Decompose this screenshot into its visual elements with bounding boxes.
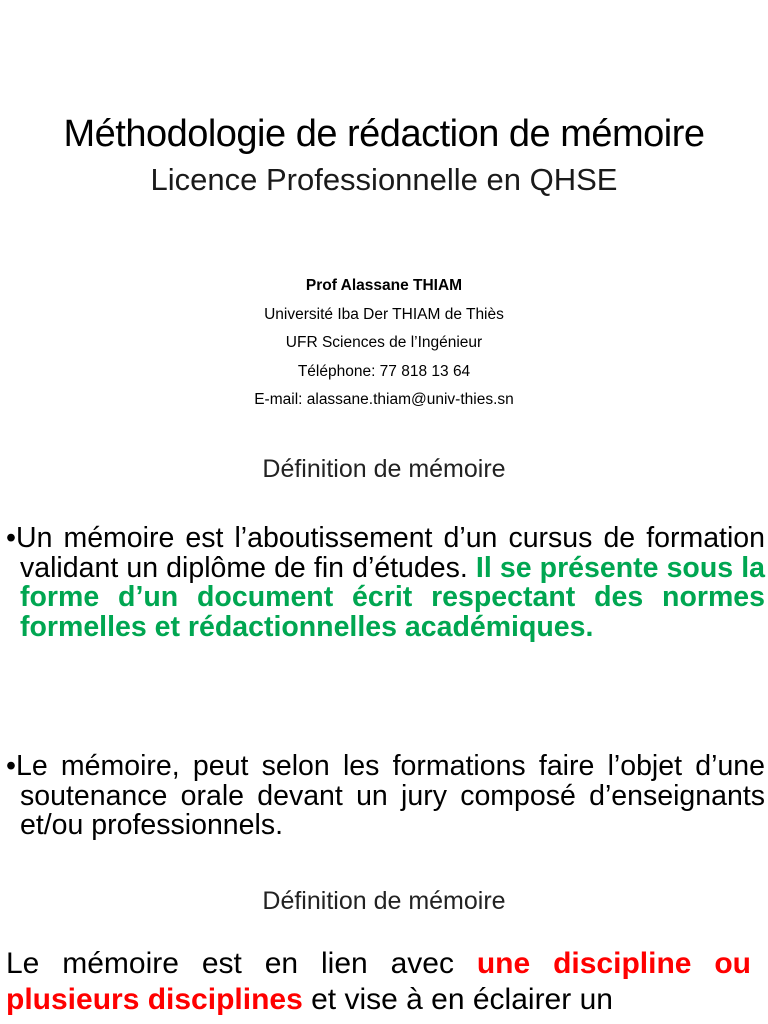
bullet-paragraph-1 (6, 524, 765, 642)
red-highlight-text: une discipline ou plusieurs disciplines (6, 947, 751, 1016)
paragraph-text-end: et vise à en éclairer un (302, 983, 613, 1016)
green-highlight-text: Il se présente sous la forme d’un document écrit respectant des normes formelles et rédactionnelles académiques. (20, 551, 765, 643)
bullet-paragraph-2 (6, 752, 765, 841)
author-department: UFR Sciences de l’Ingénieur (285, 334, 483, 351)
page-title: Méthodologie de rédaction de mémoire (63, 113, 705, 155)
bullet-marker: • (6, 522, 16, 554)
author-university: Université Iba Der THIAM de Thiès (264, 305, 504, 323)
author-phone: Téléphone: 77 818 13 64 (297, 362, 471, 380)
page-subtitle: Licence Professionnelle en QHSE (150, 162, 618, 197)
author-info (0, 272, 768, 415)
title-block (0, 110, 768, 200)
bullet-marker: • (6, 750, 16, 782)
paragraph-text-start: Le mémoire est en lien avec (6, 947, 477, 980)
paragraph-discipline (6, 946, 751, 1018)
author-email: E-mail: alassane.thiam@univ-thies.sn (254, 391, 514, 408)
section-heading-definition: Définition de mémoire (262, 455, 506, 483)
bullet-text: Un mémoire est l’aboutissement d’un cursus de formation validant un diplôme de fin d’études. (15, 522, 765, 584)
section-heading-definition-2: Définition de mémoire (262, 887, 506, 915)
author-name: Prof Alassane THIAM (305, 277, 463, 294)
bullet-text: Le mémoire, peut selon les formations faire l’objet d’une soutenance orale devant un jury composé d’enseignants et/ou professionnels. (15, 750, 765, 841)
